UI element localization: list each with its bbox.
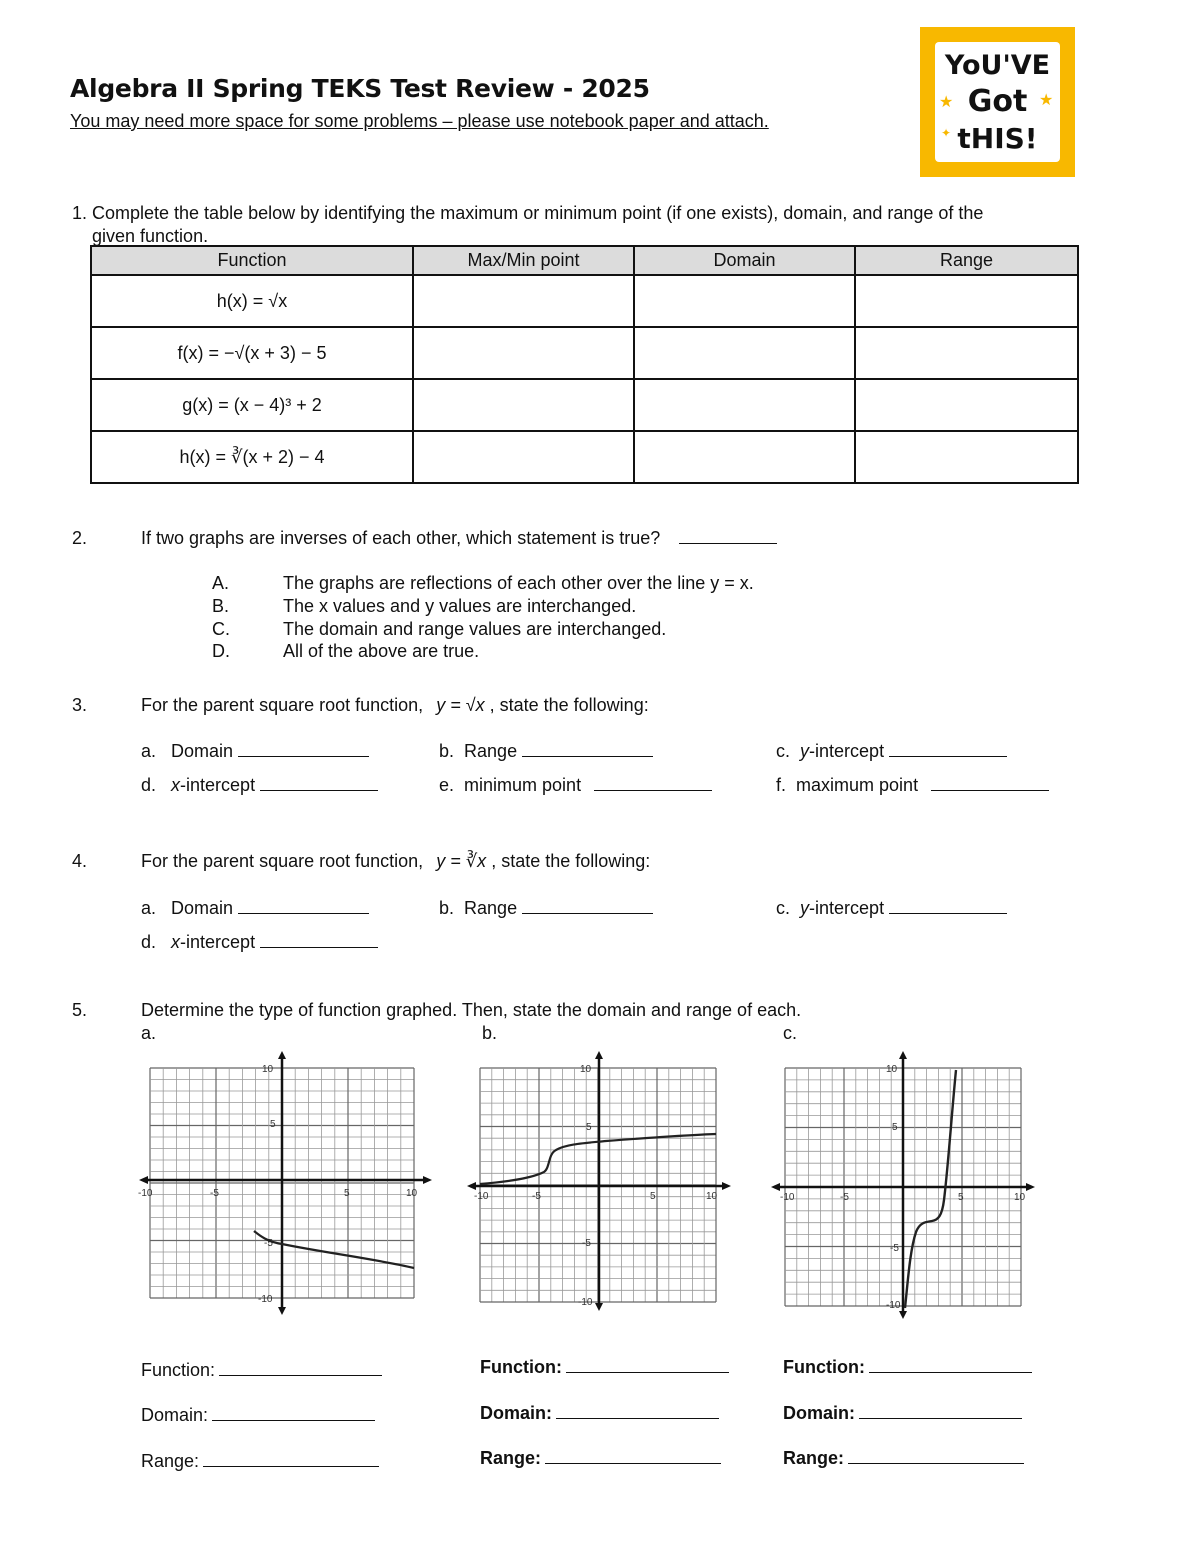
- q4-prompt-end: , state the following:: [491, 851, 651, 871]
- graph-b-letter: b.: [482, 1023, 498, 1043]
- tick-label: 5: [650, 1191, 656, 1202]
- function-cell: g(x) = (x − 4)³ + 2: [91, 379, 413, 431]
- answer-blank[interactable]: [203, 1450, 379, 1467]
- q2-option-text: The x values and y values are interchanged.: [283, 596, 637, 616]
- graph-b-function-field: [480, 1356, 729, 1378]
- q3-item-c: [776, 741, 1007, 762]
- table-header: Range: [855, 246, 1078, 275]
- item-letter: a.: [141, 741, 157, 761]
- answer-blank[interactable]: [869, 1356, 1032, 1373]
- answer-blank[interactable]: [238, 756, 369, 757]
- tick-label: 10: [706, 1191, 718, 1202]
- q2-prompt: [141, 528, 777, 549]
- table-row: [91, 275, 1078, 327]
- max-min-answer-cell[interactable]: [413, 275, 634, 327]
- answer-blank[interactable]: [260, 947, 378, 948]
- q5-prompt: Determine the type of function graphed. Then, state the domain and range of each.: [141, 1000, 802, 1020]
- field-label: Range:: [480, 1448, 542, 1468]
- page-subtitle: You may need more space for some problems – please use notebook paper and attach.: [70, 111, 769, 131]
- tick-label: -10: [886, 1300, 901, 1311]
- item-label: Domain: [171, 898, 234, 918]
- table-row: [91, 431, 1078, 483]
- max-min-answer-cell[interactable]: [413, 327, 634, 379]
- field-label: Function:: [480, 1357, 562, 1377]
- graph-a-range-field: [141, 1450, 379, 1472]
- q4-number: 4.: [72, 851, 88, 871]
- tick-label: -10: [138, 1188, 153, 1199]
- item-letter: e.: [439, 775, 455, 795]
- tick-label: -10: [578, 1297, 593, 1308]
- q2-option-text: The domain and range values are interchanged.: [283, 619, 667, 639]
- page-title: Algebra II Spring TEKS Test Review - 2025: [70, 74, 650, 103]
- item-label: -intercept: [180, 932, 256, 952]
- q3-prompt: [141, 695, 649, 716]
- q3-item-e: [439, 775, 712, 796]
- graph-a: [136, 1050, 434, 1316]
- item-letter: d.: [141, 775, 157, 795]
- field-label: Range:: [783, 1448, 845, 1468]
- field-label: Domain:: [783, 1403, 855, 1423]
- domain-answer-cell[interactable]: [634, 275, 855, 327]
- table-row: [91, 327, 1078, 379]
- tick-label: 10: [886, 1064, 898, 1075]
- tick-label: 10: [406, 1188, 418, 1199]
- tick-label: -5: [582, 1238, 591, 1249]
- table-row: [91, 379, 1078, 431]
- answer-blank[interactable]: [556, 1402, 719, 1419]
- item-label: minimum point: [464, 775, 582, 795]
- star-icon: ★: [939, 94, 954, 111]
- item-letter: d.: [141, 932, 157, 952]
- tick-label: 5: [344, 1188, 350, 1199]
- star-icon: ★: [1039, 92, 1054, 109]
- q2-option-text: The graphs are reflections of each other over the line y = x.: [283, 573, 754, 593]
- q2-prompt-text: If two graphs are inverses of each other, which statement is true?: [141, 528, 661, 548]
- q2-option-letter: D.: [212, 641, 230, 661]
- domain-answer-cell[interactable]: [634, 431, 855, 483]
- q2-option-letter: A.: [212, 573, 230, 593]
- q4-prompt-start: For the parent square root function,: [141, 851, 424, 871]
- item-label: -intercept: [809, 898, 885, 918]
- tick-label: -10: [780, 1192, 795, 1203]
- answer-blank[interactable]: [219, 1359, 382, 1376]
- item-letter: c.: [776, 741, 791, 761]
- range-answer-cell[interactable]: [855, 327, 1078, 379]
- q2-number: 2.: [72, 528, 88, 548]
- answer-blank[interactable]: [848, 1447, 1024, 1464]
- function-cell: f(x) = −√(x + 3) − 5: [91, 327, 413, 379]
- graph-c-function-field: [783, 1356, 1032, 1378]
- answer-blank[interactable]: [859, 1402, 1022, 1419]
- q1-table: [90, 245, 1079, 484]
- max-min-answer-cell[interactable]: [413, 431, 634, 483]
- motivation-badge: [920, 27, 1075, 177]
- q5-number: 5.: [72, 1000, 88, 1020]
- max-min-answer-cell[interactable]: [413, 379, 634, 431]
- q1-number: 1.: [72, 203, 88, 223]
- curve-a: [254, 1231, 414, 1268]
- item-label: -intercept: [809, 741, 885, 761]
- q2-option-letter: C.: [212, 619, 230, 639]
- table-header: Domain: [634, 246, 855, 275]
- item-letter: b.: [439, 741, 455, 761]
- function-cell: h(x) = ∛(x + 2) − 4: [91, 431, 413, 483]
- q4-equation: y = ∛x: [436, 851, 487, 871]
- answer-blank[interactable]: [545, 1447, 721, 1464]
- graph-b-domain-field: [480, 1402, 719, 1424]
- domain-answer-cell[interactable]: [634, 327, 855, 379]
- q4-item-c: [776, 898, 1007, 919]
- answer-blank[interactable]: [260, 790, 378, 791]
- answer-blank[interactable]: [212, 1404, 375, 1421]
- tick-label: -5: [210, 1188, 219, 1199]
- answer-blank[interactable]: [931, 790, 1049, 791]
- curve-c: [905, 1070, 956, 1308]
- field-label: Domain:: [141, 1405, 209, 1425]
- q4-item-d: [141, 932, 378, 953]
- table-header: Function: [91, 246, 413, 275]
- field-label: Range:: [141, 1451, 200, 1471]
- field-label: Function:: [141, 1360, 216, 1380]
- answer-blank[interactable]: [522, 756, 653, 757]
- item-label-var: x: [171, 775, 181, 795]
- tick-label: 5: [958, 1192, 964, 1203]
- q3-item-b: [439, 741, 653, 762]
- answer-blank[interactable]: [889, 756, 1007, 757]
- q3-item-d: [141, 775, 378, 796]
- q3-item-f: [776, 775, 1049, 796]
- item-label: maximum point: [796, 775, 919, 795]
- badge-line-1: YoU'VE: [944, 50, 1051, 81]
- range-answer-cell[interactable]: [855, 379, 1078, 431]
- tick-label: -5: [264, 1238, 273, 1249]
- range-answer-cell[interactable]: [855, 275, 1078, 327]
- item-label: -intercept: [180, 775, 256, 795]
- graph-c: [770, 1050, 1036, 1320]
- item-letter: a.: [141, 898, 157, 918]
- q3-item-a: [141, 741, 369, 762]
- graph-a-function-field: [141, 1359, 382, 1381]
- tick-label: 10: [1014, 1192, 1026, 1203]
- q4-prompt: [141, 851, 650, 872]
- tick-label: 5: [270, 1119, 276, 1130]
- graph-a-domain-field: [141, 1404, 375, 1426]
- q2-option-letter: B.: [212, 596, 230, 616]
- range-answer-cell[interactable]: [855, 431, 1078, 483]
- graph-c-letter: c.: [783, 1023, 798, 1043]
- graph-c-domain-field: [783, 1402, 1022, 1424]
- item-letter: c.: [776, 898, 791, 918]
- q3-prompt-end: , state the following:: [489, 695, 649, 715]
- q1-prompt-line2: given function.: [92, 226, 209, 246]
- table-header: Max/Min point: [413, 246, 634, 275]
- star-icon: ✦: [941, 126, 952, 140]
- tick-label: 5: [586, 1122, 592, 1133]
- tick-label: -5: [840, 1192, 849, 1203]
- graph-c-range-field: [783, 1447, 1024, 1469]
- q2-answer-blank[interactable]: [679, 543, 777, 544]
- tick-label: -5: [532, 1191, 541, 1202]
- tick-label: -10: [474, 1191, 489, 1202]
- item-label-var: y: [800, 741, 810, 761]
- badge-line-3: tHIS!: [957, 122, 1038, 155]
- field-label: Domain:: [480, 1403, 552, 1423]
- tick-label: -10: [258, 1294, 273, 1305]
- item-letter: f.: [776, 775, 787, 795]
- q4-item-b: [439, 898, 653, 919]
- answer-blank[interactable]: [566, 1356, 729, 1373]
- q2-option-text: All of the above are true.: [283, 641, 480, 661]
- graph-b-range-field: [480, 1447, 721, 1469]
- tick-label: 5: [892, 1122, 898, 1133]
- item-letter: b.: [439, 898, 455, 918]
- tick-label: 10: [262, 1064, 274, 1075]
- function-cell: h(x) = √x: [91, 275, 413, 327]
- field-label: Function:: [783, 1357, 865, 1377]
- item-label: Range: [464, 898, 518, 918]
- axes: [771, 1051, 1035, 1319]
- graph-b: [466, 1050, 732, 1312]
- answer-blank[interactable]: [594, 790, 712, 791]
- answer-blank[interactable]: [522, 913, 653, 914]
- badge-line-2: Got: [967, 84, 1028, 119]
- item-label-var: x: [171, 932, 181, 952]
- q3-number: 3.: [72, 695, 88, 715]
- q3-prompt-start: For the parent square root function,: [141, 695, 424, 715]
- q1-prompt-line1: Complete the table below by identifying the maximum or minimum point (if one exists), domain, and range of the: [92, 203, 984, 223]
- q3-equation: y = √x: [436, 695, 485, 715]
- answer-blank[interactable]: [889, 913, 1007, 914]
- domain-answer-cell[interactable]: [634, 379, 855, 431]
- tick-label: -5: [890, 1243, 899, 1254]
- graph-a-letter: a.: [141, 1023, 157, 1043]
- item-label: Range: [464, 741, 518, 761]
- item-label-var: y: [800, 898, 810, 918]
- answer-blank[interactable]: [238, 913, 369, 914]
- tick-label: 10: [580, 1064, 592, 1075]
- item-label: Domain: [171, 741, 234, 761]
- q4-item-a: [141, 898, 369, 919]
